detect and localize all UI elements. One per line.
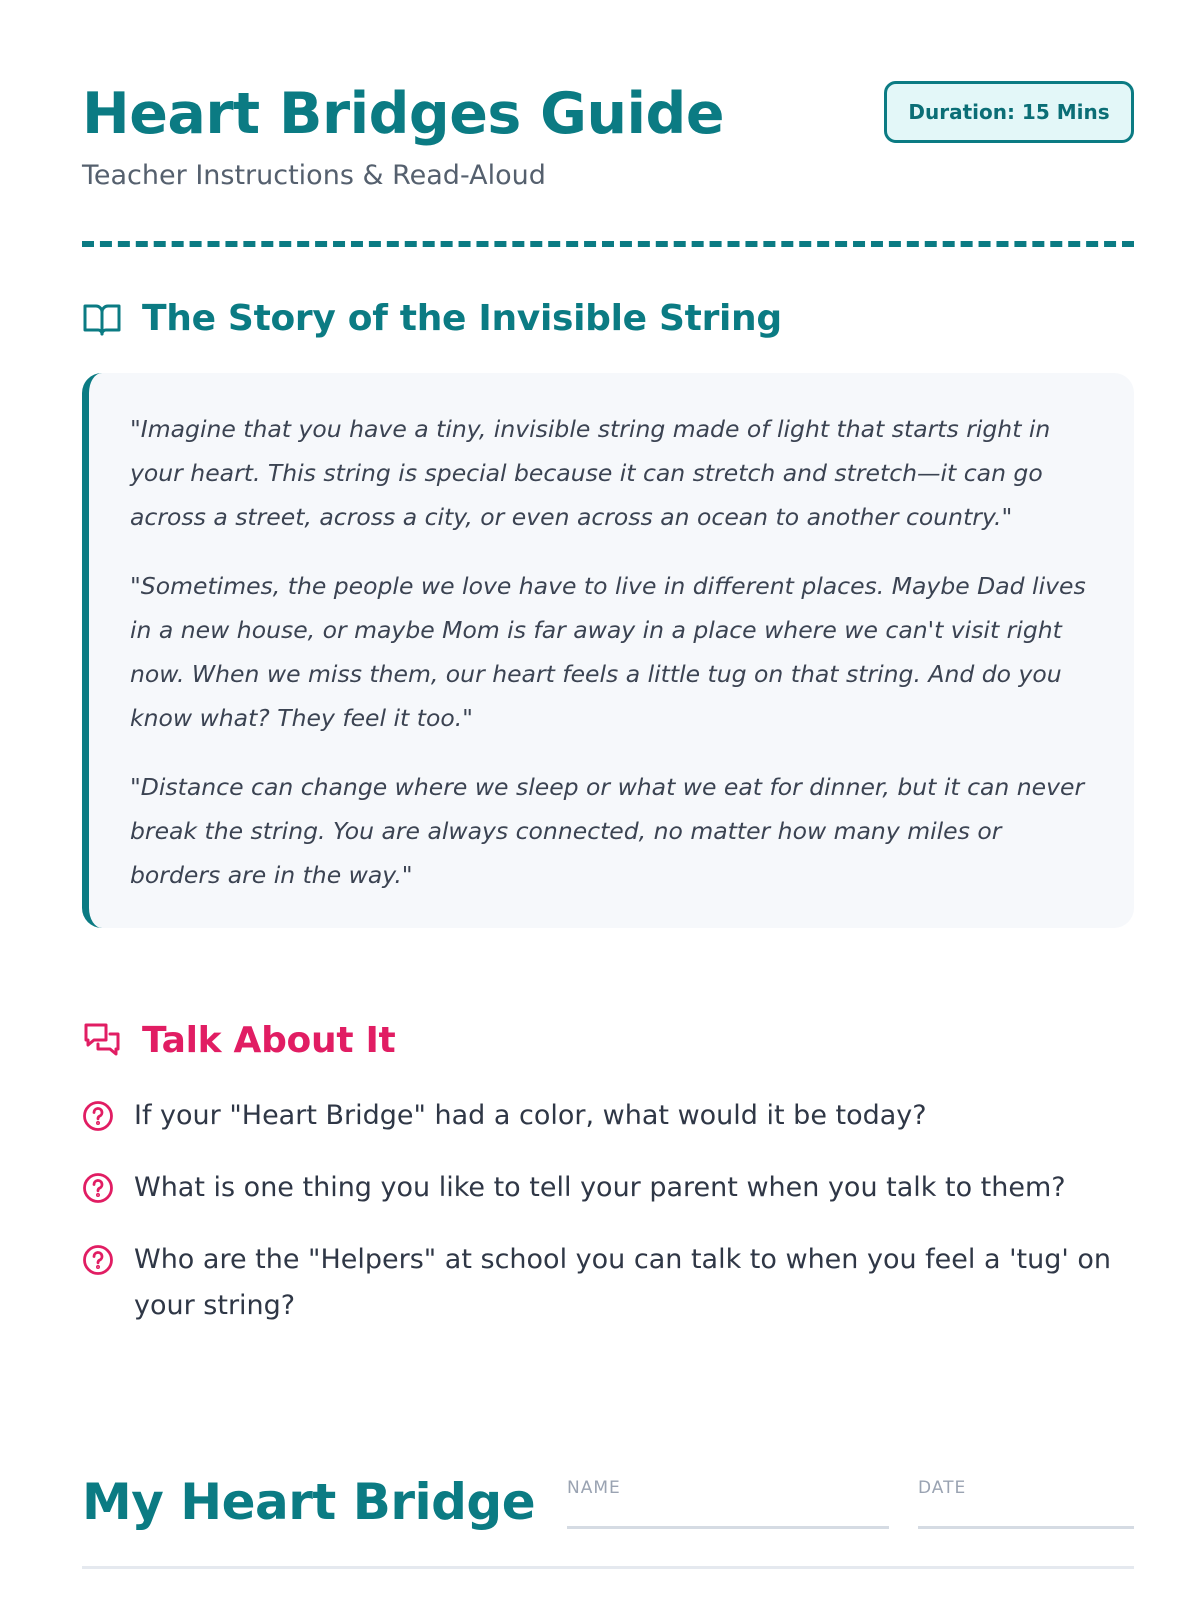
question-circle-icon [82, 1172, 114, 1204]
open-book-icon [82, 299, 122, 339]
story-paragraph: "Sometimes, the people we love have to live in different places. Maybe Dad lives in a new house, or maybe Mom is far away in a place where we can't visit right now. When we miss them, our heart feels a little tug on that string. And do you know what? They feel it too." [130, 572, 1086, 732]
worksheet-divider [82, 1566, 1134, 1569]
name-write-line[interactable] [567, 1526, 889, 1529]
list-item [82, 1093, 1134, 1139]
story-section-heading [82, 298, 782, 339]
date-field[interactable] [918, 1478, 1134, 1529]
guide-page [82, 80, 1134, 1531]
story-paragraph: "Imagine that you have a tiny, invisible string made of light that starts right in your heart. This string is special because it can stretch and stretch—it can go across a street, across a city, or even across an ocean to another country." [130, 415, 1051, 531]
question-circle-icon [82, 1244, 114, 1276]
discussion-questions [82, 1093, 1134, 1355]
talk-section-heading [82, 1020, 395, 1061]
worksheet-title: My Heart Bridge [82, 1473, 536, 1531]
question-text: What is one thing you like to tell your parent when you talk to them? [134, 1172, 1066, 1203]
page-title: Heart Bridges Guide [82, 81, 725, 147]
talk-heading: Talk About It [142, 1020, 396, 1061]
story-paragraph: "Distance can change where we sleep or what we eat for dinner, but it can never break the string. You are always connected, no matter how many miles or borders are in the way." [130, 773, 1085, 889]
question-circle-icon [82, 1100, 114, 1132]
list-item [82, 1165, 1134, 1211]
story-heading: The Story of the Invisible String [142, 298, 782, 339]
chat-bubbles-icon [82, 1021, 122, 1061]
duration-badge: Duration: 15 Mins [884, 81, 1134, 143]
header [82, 80, 1134, 210]
question-text: If your "Heart Bridge" had a color, what would it be today? [134, 1100, 927, 1131]
list-item [82, 1237, 1134, 1329]
date-label: DATE [918, 1478, 967, 1498]
name-label: NAME [567, 1478, 621, 1498]
dashed-divider [82, 241, 1134, 247]
story-read-aloud-box [82, 373, 1134, 928]
date-write-line[interactable] [918, 1526, 1134, 1529]
question-text: Who are the "Helpers" at school you can talk to when you feel a 'tug' on your string? [134, 1244, 1112, 1321]
page-subtitle: Teacher Instructions & Read-Aloud [82, 160, 546, 191]
name-field[interactable] [567, 1478, 889, 1529]
